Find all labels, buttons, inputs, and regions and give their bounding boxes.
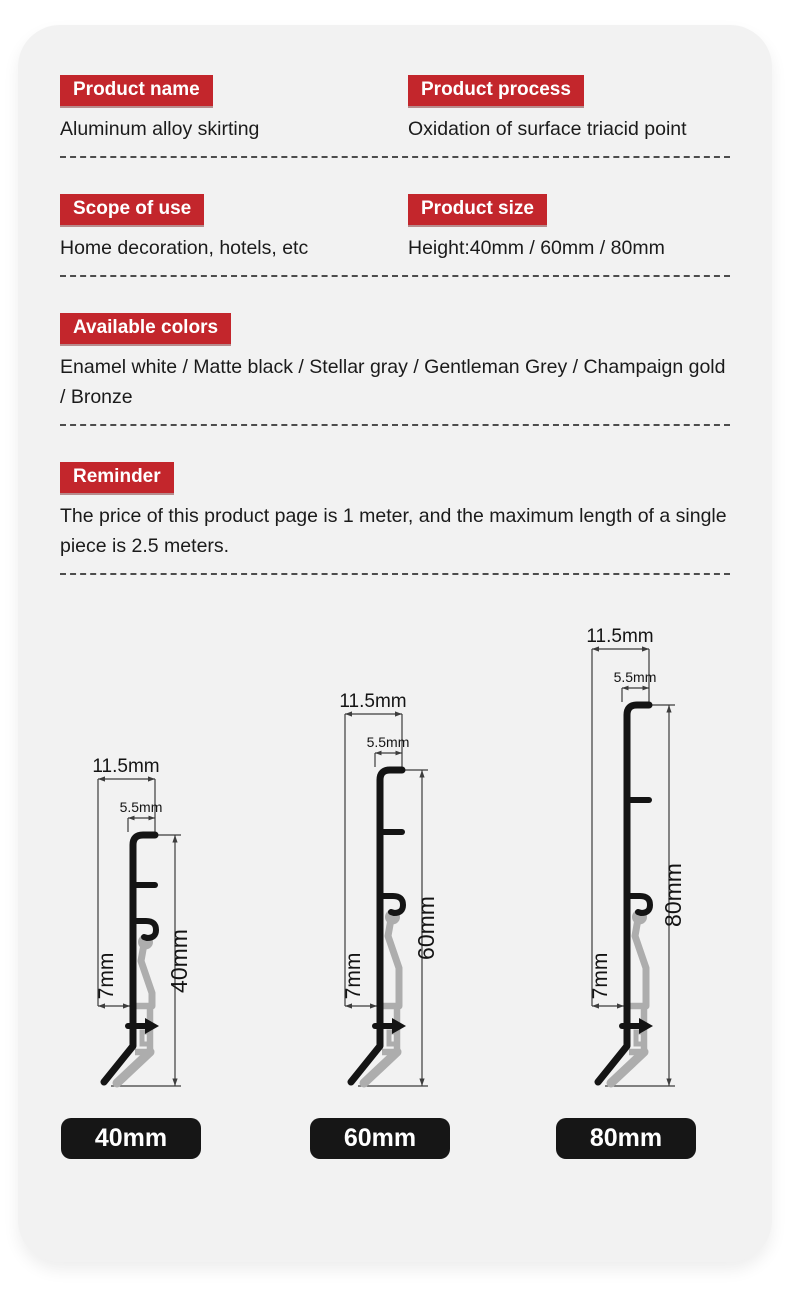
skirting-profile-diagram-80mm [549, 621, 749, 1092]
product-name-label-badge: Product name [60, 75, 213, 106]
available-colors-value: Enamel white / Matte black / Stellar gray / Gentleman Grey / Champaign gold / Bronze [60, 356, 726, 408]
dim-height: 60mm [413, 896, 439, 960]
section-scope-size [60, 194, 730, 263]
dim-cap-width: 5.5mm [366, 734, 410, 750]
available-colors-label-badge: Available colors [60, 313, 231, 344]
product-process-label-badge: Product process [408, 75, 584, 106]
size-pill-60mm: 60mm [310, 1118, 450, 1159]
product-process-block [408, 75, 730, 144]
size-pill-80mm: 80mm [556, 1118, 696, 1159]
product-process-value: Oxidation of surface triacid point [408, 118, 687, 140]
skirting-profile-diagram-40mm [55, 751, 255, 1092]
dim-height: 80mm [660, 863, 686, 927]
scope-of-use-block [60, 194, 408, 263]
dashed-divider [60, 275, 730, 277]
section-available-colors [60, 313, 730, 412]
section-name-process [60, 75, 730, 144]
dim-cap-width: 5.5mm [119, 799, 163, 815]
reminder-value: The price of this product page is 1 meter, and the maximum length of a single piece is 2.5 meters. [60, 505, 727, 557]
dim-cap-width: 5.5mm [613, 669, 657, 685]
product-size-value: Height:40mm / 60mm / 80mm [408, 237, 665, 259]
product-size-block [408, 194, 730, 263]
reminder-label-badge: Reminder [60, 462, 174, 493]
dim-base-depth: 7mm [342, 952, 365, 1000]
dim-top-width: 11.5mm [339, 691, 407, 712]
product-size-label-badge: Product size [408, 194, 547, 225]
dim-top-width: 11.5mm [586, 626, 654, 647]
profile-section-80mm [598, 705, 653, 1083]
dim-base-depth: 7mm [95, 952, 118, 1000]
scope-of-use-label-badge: Scope of use [60, 194, 204, 225]
dim-base-depth: 7mm [589, 952, 612, 1000]
size-pill-40mm: 40mm [61, 1118, 201, 1159]
dim-height: 40mm [166, 929, 192, 993]
dim-top-width: 11.5mm [92, 756, 160, 777]
dashed-divider [60, 156, 730, 158]
scope-of-use-value: Home decoration, hotels, etc [60, 237, 309, 259]
product-name-value: Aluminum alloy skirting [60, 118, 260, 140]
product-name-block [60, 75, 408, 144]
skirting-profile-diagram-60mm [302, 686, 502, 1092]
product-spec-card [18, 25, 772, 1262]
section-reminder [60, 462, 730, 561]
profile-section-60mm [351, 770, 406, 1083]
dashed-divider [60, 573, 730, 575]
dashed-divider [60, 424, 730, 426]
cross-section-diagrams-area [18, 590, 772, 1162]
